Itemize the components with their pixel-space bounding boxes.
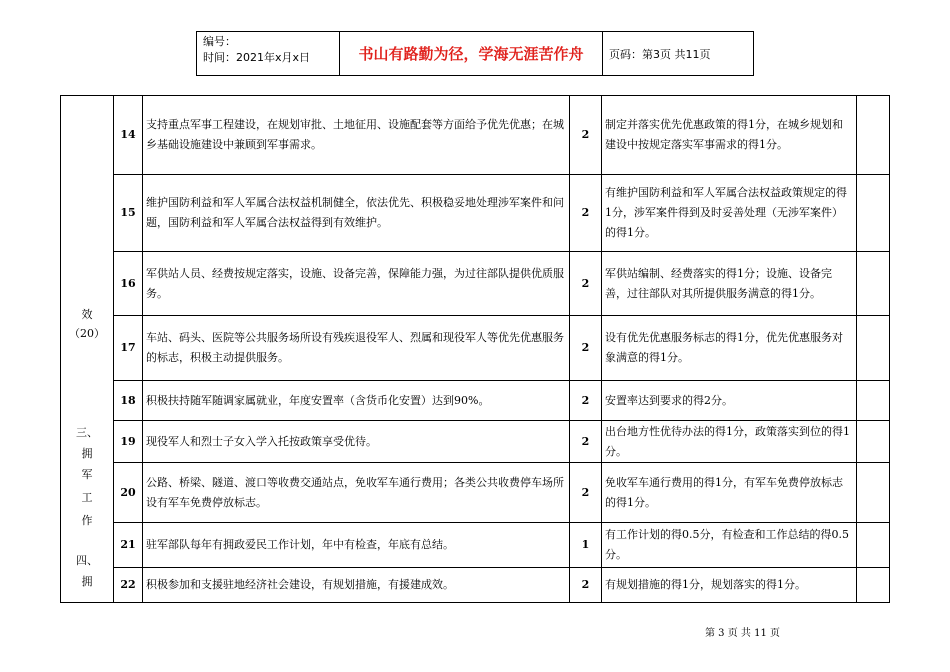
document-number-label: 编号： — [203, 35, 236, 48]
table-row — [61, 381, 890, 421]
row-content: 支持重点军事工程建设，在规划审批、土地征用、设施配套等方面给予优先优惠；在城乡基础设施建设中兼顾到军事需求。 — [143, 96, 570, 175]
row-blank-cell — [857, 316, 890, 381]
section-three-char: 军 — [81, 467, 93, 481]
row-score: 2 — [570, 252, 602, 316]
row-content: 积极参加和支援驻地经济社会建设，有规划措施，有援建成效。 — [143, 568, 570, 603]
section-three-char: 作 — [81, 513, 93, 527]
row-standard: 制定并落实优先优惠政策的得1分，在城乡规划和建设中按规定落实军事需求的得1分。 — [602, 96, 857, 175]
header-meta — [197, 32, 340, 75]
row-score: 2 — [570, 463, 602, 523]
row-standard: 军供站编制、经费落实的得1分；设施、设备完善，过往部队对其所提供服务满意的得1分。 — [602, 252, 857, 316]
section-three-char: 工 — [81, 490, 93, 504]
table-row — [61, 175, 890, 252]
row-blank-cell — [857, 463, 890, 523]
category-effect-label: 效 — [81, 307, 93, 321]
row-content: 驻军部队每年有拥政爱民工作计划，年中有检查，年底有总结。 — [143, 523, 570, 568]
row-standard: 设有优先优惠服务标志的得1分，优先优惠服务对象满意的得1分。 — [602, 316, 857, 381]
row-score: 2 — [570, 316, 602, 381]
row-number: 22 — [114, 568, 143, 603]
row-number: 17 — [114, 316, 143, 381]
row-content: 积极扶持随军随调家属就业，年度安置率（含货币化安置）达到90%。 — [143, 381, 570, 421]
row-blank-cell — [857, 252, 890, 316]
table-row — [61, 421, 890, 463]
row-number: 21 — [114, 523, 143, 568]
table-row — [61, 523, 890, 568]
table-row — [61, 568, 890, 603]
row-number: 15 — [114, 175, 143, 252]
row-content: 车站、码头、医院等公共服务场所设有残疾退役军人、烈属和现役军人等优先优惠服务的标志，积极主动提供服务。 — [143, 316, 570, 381]
row-score: 1 — [570, 523, 602, 568]
table-row — [61, 96, 890, 175]
category-effect-score: （20） — [69, 326, 105, 340]
row-number: 19 — [114, 421, 143, 463]
row-blank-cell — [857, 421, 890, 463]
table-row — [61, 252, 890, 316]
row-number: 18 — [114, 381, 143, 421]
row-content: 维护国防利益和军人军属合法权益机制健全，依法优先、积极稳妥地处理涉军案件和问题，国防利益和军人军属合法权益得到有效维护。 — [143, 175, 570, 252]
section-three-label: 三、 — [76, 425, 98, 439]
table-row — [61, 463, 890, 523]
row-score: 2 — [570, 568, 602, 603]
row-standard: 免收军车通行费用的得1分，有军车免费停放标志的得1分。 — [602, 463, 857, 523]
row-content: 军供站人员、经费按规定落实，设施、设备完善，保障能力强，为过往部队提供优质服务。 — [143, 252, 570, 316]
document-time: 时间：2021年x月x日 — [203, 51, 311, 64]
row-blank-cell — [857, 568, 890, 603]
row-number: 14 — [114, 96, 143, 175]
row-blank-cell — [857, 523, 890, 568]
row-number: 16 — [114, 252, 143, 316]
row-blank-cell — [857, 381, 890, 421]
page-header — [196, 31, 754, 76]
category-column — [61, 96, 114, 603]
section-four-char: 拥 — [81, 574, 93, 588]
row-content: 现役军人和烈士子女入学入托按政策享受优待。 — [143, 421, 570, 463]
row-blank-cell — [857, 96, 890, 175]
row-score: 2 — [570, 381, 602, 421]
row-number: 20 — [114, 463, 143, 523]
row-standard: 有维护国防利益和军人军属合法权益政策规定的得1分，涉军案件得到及时妥善处理（无涉军案件）的得1分。 — [602, 175, 857, 252]
row-standard: 有工作计划的得0.5分，有检查和工作总结的得0.5分。 — [602, 523, 857, 568]
row-content: 公路、桥梁、隧道、渡口等收费交通站点，免收军车通行费用；各类公共收费停车场所设有军车免费停放标志。 — [143, 463, 570, 523]
row-score: 2 — [570, 96, 602, 175]
row-standard: 有规划措施的得1分，规划落实的得1分。 — [602, 568, 857, 603]
page-footer: 第 3 页 共 11 页 — [705, 628, 780, 639]
row-blank-cell — [857, 175, 890, 252]
section-four-label: 四、 — [76, 553, 98, 567]
row-score: 2 — [570, 421, 602, 463]
row-standard: 安置率达到要求的得2分。 — [602, 381, 857, 421]
row-standard: 出台地方性优待办法的得1分，政策落实到位的得1分。 — [602, 421, 857, 463]
section-three-char: 拥 — [81, 446, 93, 460]
header-motto: 书山有路勤为径，学海无涯苦作舟 — [340, 32, 603, 75]
row-score: 2 — [570, 175, 602, 252]
header-page-info: 页码：第3页 共11页 — [609, 47, 711, 61]
evaluation-table — [60, 95, 890, 603]
table-row — [61, 316, 890, 381]
